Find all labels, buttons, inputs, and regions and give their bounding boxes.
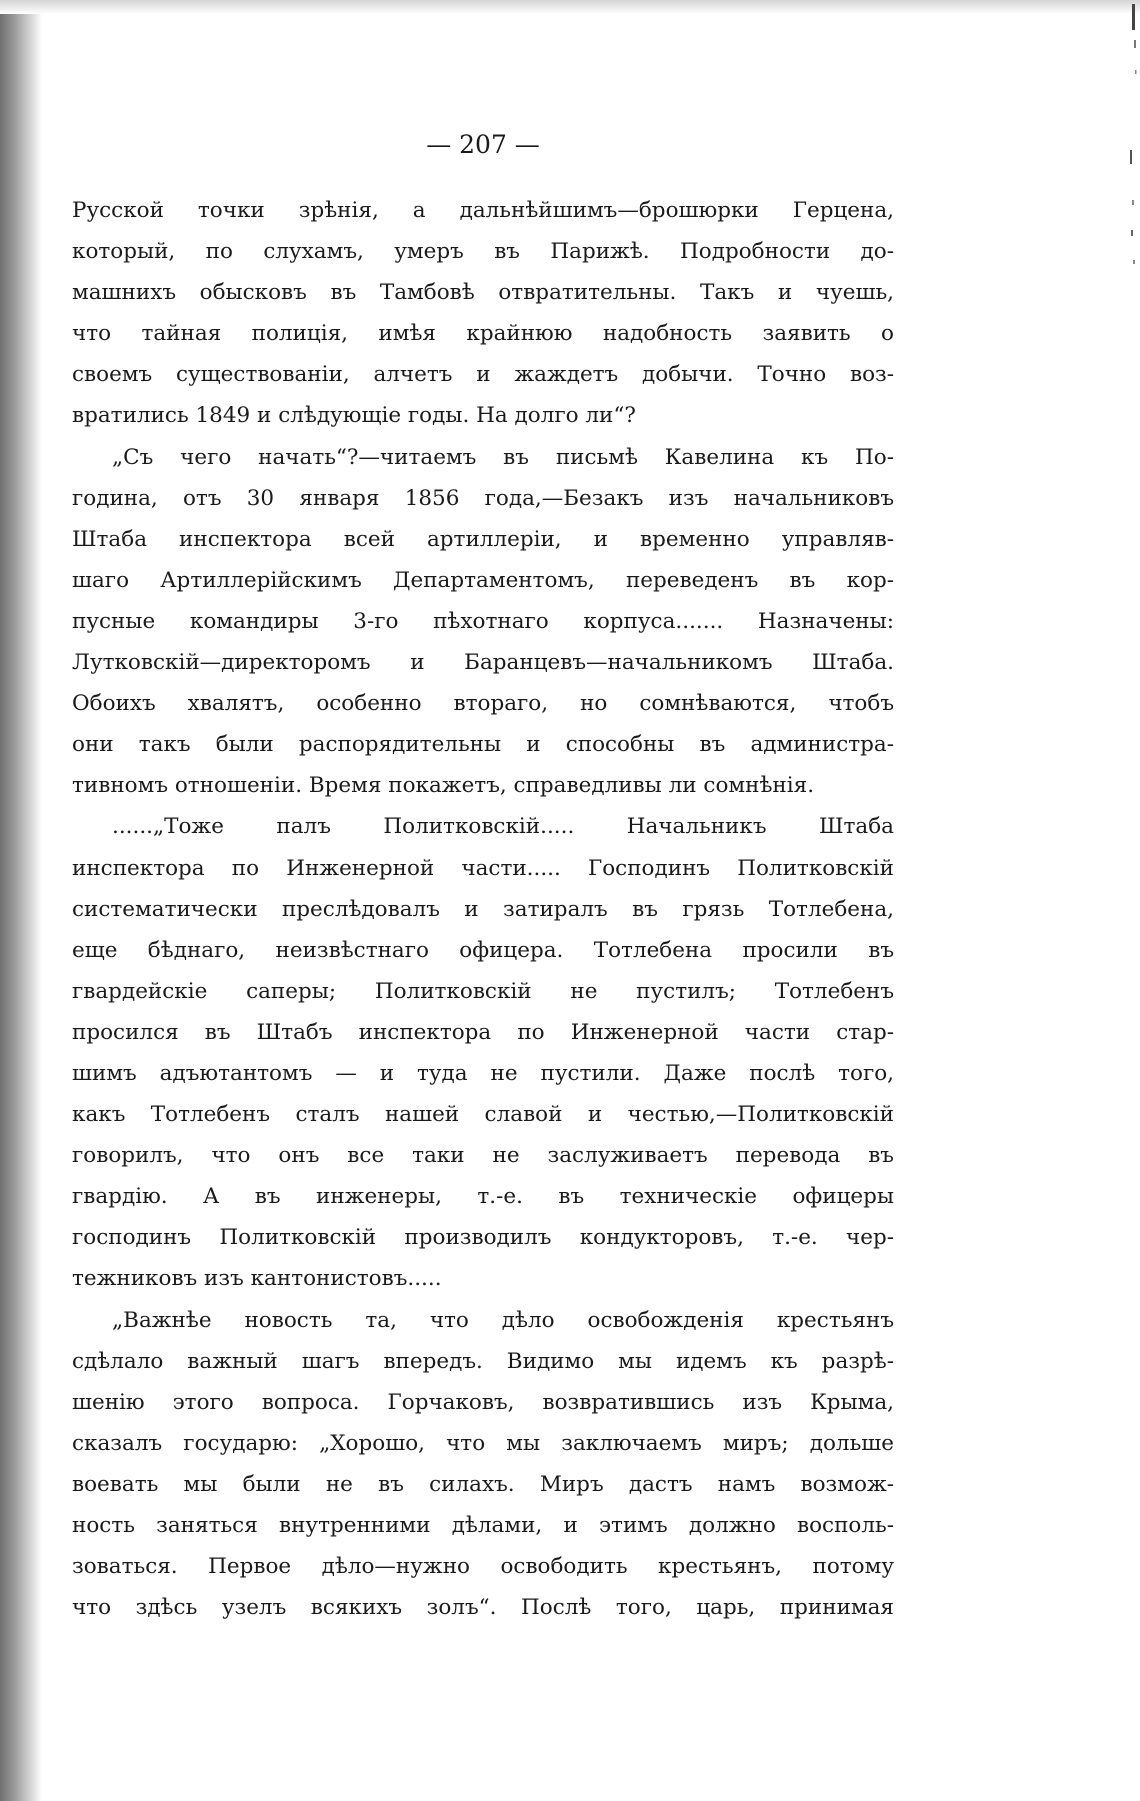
page-number: — 207 — [426,130,540,159]
paragraph [72,1300,894,1629]
paragraph [72,190,894,437]
paragraph [72,806,894,1299]
scan-top-shadow [0,0,1140,14]
paragraph [72,437,894,807]
text-line: какъ Тотлебенъ сталъ нашей славой и честью,—Политковскій [72,1102,894,1128]
text-line: инспектора по Инженерной части..... Господинъ Политковскій [72,855,894,881]
page-edge-specks [1110,0,1140,1801]
text-line: машнихъ обысковъ въ Тамбовѣ отвратительны. Такъ и чуешь, [72,280,894,306]
text-line: тивномъ отношеніи. Время покажетъ, справедливы ли сомнѣнія. [72,773,815,799]
body-text [72,190,894,1628]
text-line: вратились 1849 и слѣдующіе годы. На долго ли“? [72,403,636,429]
text-line: Русской точки зрѣнія, а дальнѣйшимъ—брошюрки Герцена, [72,198,894,223]
text-line: година, отъ 30 января 1856 года,—Безакъ изъ начальниковъ [72,485,894,511]
document-page [72,130,894,1628]
text-line: систематически преслѣдовалъ и затиралъ въ грязь Тотлебена, [72,896,894,922]
text-line: воевать мы были не въ силахъ. Миръ дастъ намъ возмож- [72,1471,894,1497]
text-line: говорилъ, что онъ все таки не заслуживаетъ перевода въ [72,1143,894,1169]
text-line: Штаба инспектора всей артиллеріи, и временно управляв- [72,526,894,552]
text-line: ность заняться внутренними дѣлами, и этимъ должно восполь- [72,1513,894,1538]
text-line: шимъ адъютантомъ — и туда не пустили. Даже послѣ того, [72,1060,894,1086]
text-line: зоваться. Первое дѣло—нужно освободить крестьянъ, потому [72,1554,894,1580]
text-line: тежниковъ изъ кантонистовъ..... [72,1266,442,1292]
text-line: господинъ Политковскій производилъ кондукторовъ, т.-е. чер- [72,1225,894,1251]
text-line: „Съ чего начать“?—читаемъ въ письмѣ Кавелина къ По- [112,444,894,470]
text-line: гвардію. А въ инженеры, т.-е. въ техническіе офицеры [72,1184,894,1210]
text-line: шенію этого вопроса. Горчаковъ, возвратившись изъ Крыма, [72,1389,894,1415]
text-line: который, по слухамъ, умеръ въ Парижѣ. Подробности до- [72,239,894,265]
text-line: сдѣлало важный шагъ впередъ. Видимо мы идемъ къ разрѣ- [72,1348,894,1374]
text-line: „Важнѣе новость та, что дѣло освобожденія крестьянъ [112,1307,894,1333]
text-line: что тайная полиція, имѣя крайнюю надобность заявить о [72,321,894,347]
text-line: еще бѣднаго, неизвѣстнаго офицера. Тотлебена просили въ [72,937,894,963]
text-line: своемъ существованіи, алчетъ и жаждетъ добычи. Точно воз- [72,362,894,388]
text-line: ......„Тоже палъ Политковскій..... Начальникъ Штаба [112,814,894,840]
text-line: что здѣсь узелъ всякихъ золъ“. Послѣ того, царь, принимая [72,1595,894,1621]
text-line: сказалъ государю: „Хорошо, что мы заключаемъ миръ; дольше [72,1430,894,1456]
text-line: просился въ Штабъ инспектора по Инженерной части стар- [72,1019,894,1045]
text-line: Обоихъ хвалятъ, особенно втораго, но сомнѣваются, чтобъ [72,691,894,717]
text-line: они такъ были распорядительны и способны въ администра- [72,732,894,758]
scan-edge-shadow [0,0,42,1801]
text-line: пусные командиры 3-го пѣхотнаго корпуса....... Назначены: [72,608,894,634]
text-line: шаго Артиллерійскимъ Департаментомъ, переведенъ въ кор- [72,567,894,593]
text-line: гвардейскіе саперы; Политковскій не пустилъ; Тотлебенъ [72,978,894,1004]
text-line: Лутковскій—директоромъ и Баранцевъ—начальникомъ Штаба. [72,650,894,676]
